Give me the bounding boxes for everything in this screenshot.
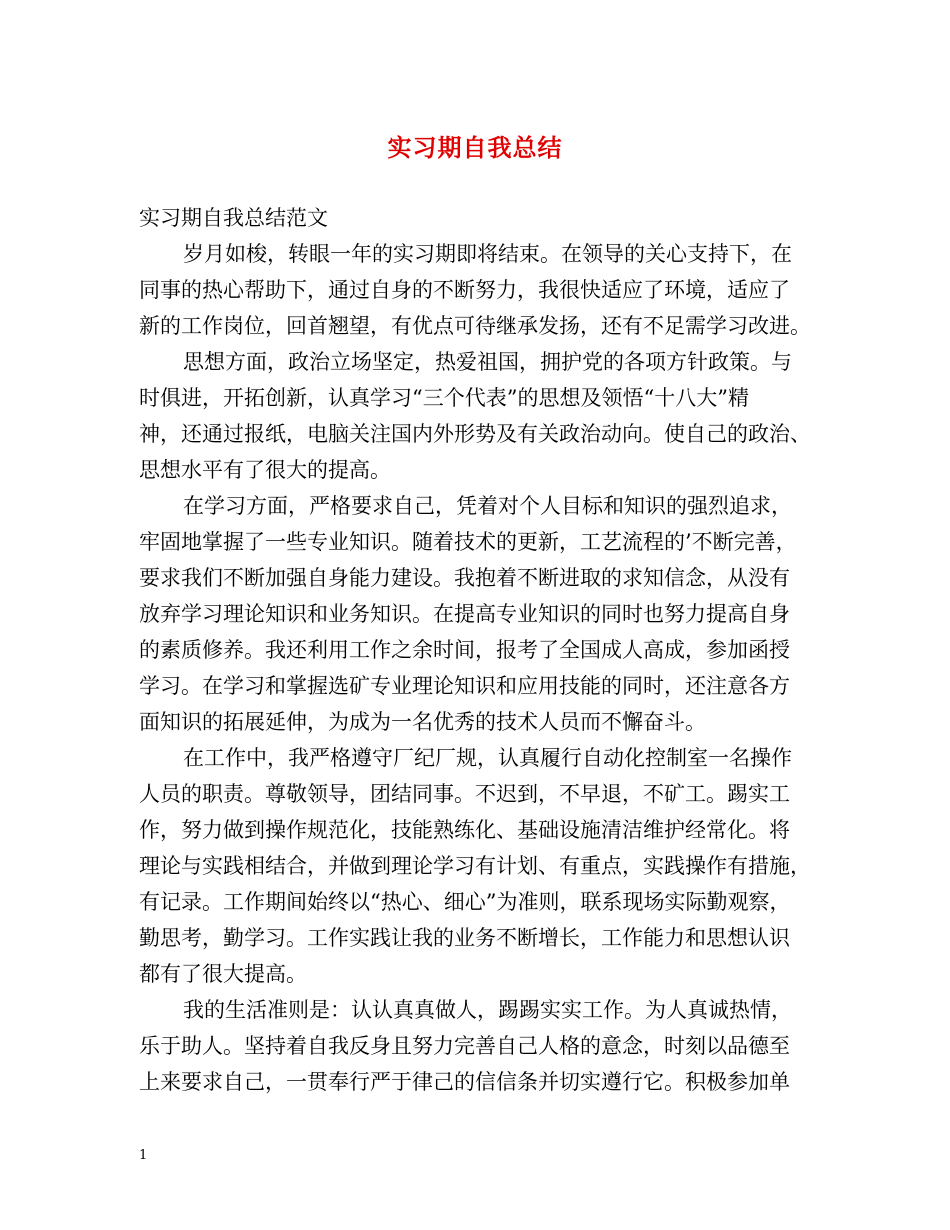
document-title: 实习期自我总结	[387, 133, 563, 162]
text-line: 同事的热心帮助下，通过自身的不断努力，我很快适应了环境，适应了	[139, 278, 790, 302]
text-line: 乐于助人。坚持着自我反身且努力完善自己人格的意念，时刻以品德至	[139, 1034, 790, 1058]
text-line: 在工作中，我严格遵守厂纪厂规，认真履行自动化控制室一名操作	[183, 746, 792, 770]
page-number: 1	[139, 1148, 148, 1163]
document-body	[139, 200, 819, 1100]
document-subtitle: 实习期自我总结范文	[139, 206, 328, 230]
text-line: 的素质修养。我还利用工作之余时间，报考了全国成人高成，参加函授	[139, 638, 790, 662]
text-line: 神，还通过报纸，电脑关注国内外形势及有关政治动向。使自己的政治、	[139, 422, 811, 446]
text-line: 面知识的拓展延伸，为成为一名优秀的技术人员而不懈奋斗。	[139, 710, 706, 734]
text-line: 放弃学习理论知识和业务知识。在提高专业知识的同时也努力提高自身	[139, 602, 790, 626]
text-line: 思想水平有了很大的提高。	[139, 458, 391, 482]
text-line: 人员的职责。尊敬领导，团结同事。不迟到，不早退，不矿工。踢实工	[139, 782, 790, 806]
text-line: 要求我们不断加强自身能力建设。我抱着不断进取的求知信念，从没有	[139, 566, 790, 590]
paragraph-3	[139, 488, 819, 740]
text-line: 勤思考，勤学习。工作实践让我的业务不断增长，工作能力和思想认识	[139, 926, 790, 950]
text-line: 上来要求自己，一贯奉行严于律己的信信条并切实遵行它。积极参加单	[139, 1070, 790, 1094]
text-line: 思想方面，政治立场坚定，热爱祖国，拥护党的各项方针政策。与	[183, 350, 792, 374]
text-line: 在学习方面，严格要求自己，凭着对个人目标和知识的强烈追求，	[183, 494, 792, 518]
text-line: 学习。在学习和掌握选矿专业理论知识和应用技能的同时，还注意各方	[139, 674, 790, 698]
text-line: 理论与实践相结合，并做到理论学习有计划、有重点，实践操作有措施，	[139, 854, 811, 878]
text-line: 作，努力做到操作规范化，技能熟练化、基础设施清洁维护经常化。将	[139, 818, 790, 842]
text-line: 牢固地掌握了一些专业知识。随着技术的更新，工艺流程的’不断完善，	[139, 530, 797, 554]
paragraph-2	[139, 344, 819, 488]
text-line: 时俱进，开拓创新，认真学习“三个代表”的思想及领悟“十八大”精	[139, 386, 749, 410]
text-line: 我的生活准则是：认认真真做人，踢踢实实工作。为人真诚热情，	[183, 998, 792, 1022]
paragraph-5	[139, 992, 819, 1100]
text-line: 新的工作岗位，回首翘望，有优点可待继承发扬，还有不足需学习改进。	[139, 314, 811, 338]
text-line: 有记录。工作期间始终以“热心、细心”为准则，联系现场实际勤观察，	[139, 890, 791, 914]
text-line: 都有了很大提高。	[139, 962, 307, 986]
paragraph-1	[139, 236, 819, 344]
text-line: 岁月如梭，转眼一年的实习期即将结束。在领导的关心支持下，在	[183, 242, 792, 266]
paragraph-4	[139, 740, 819, 992]
